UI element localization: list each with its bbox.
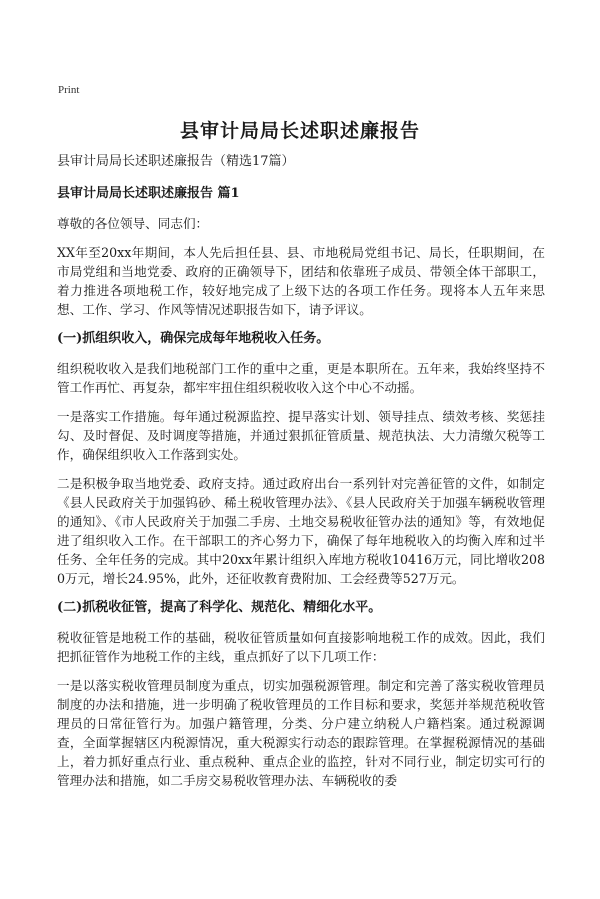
document-body — [57, 152, 545, 800]
document-title: 县审计局局长述职述廉报告 — [179, 120, 420, 142]
greeting: 尊敬的各位领导、同志们： — [57, 216, 209, 231]
document-subtitle: 县审计局局长述职述廉报告（精选17篇） — [57, 154, 295, 169]
section-1-paragraph-1: 组织税收收入是我们地税部门工作的重中之重，更是本职所在。五年来，我始终坚持不管工作再忙、再复杂，都牢牢扭住组织税收收入这个中心不动摇。 — [57, 361, 545, 395]
section-2-paragraph-1: 税收征管是地税工作的基础，税收征管质量如何直接影响地税工作的成效。因此，我们把抓征管作为地税工作的主线，重点抓好了以下几项工作： — [57, 630, 545, 664]
section-2-heading: (二)抓税收征管，提高了科学化、规范化、精细化水平。 — [57, 600, 382, 615]
section-1-paragraph-2: 一是落实工作措施。每年通过税源监控、提早落实计划、领导挂点、绩效考核、奖惩挂勾、及时督促、及时调度等措施，并通过狠抓征管质量、规范执法、大力清缴欠税等工作，确保组织收入工作落到实处。 — [57, 409, 545, 462]
print-label: Print — [58, 84, 80, 96]
section-1-heading: (一)抓组织收入，确保完成每年地税收入任务。 — [57, 331, 330, 346]
section-2-paragraph-2: 一是以落实税收管理员制度为重点，切实加强税源管理。制定和完善了落实税收管理员制度的办法和措施，进一步明确了税收管理员的工作目标和要求，奖惩并举规范税收管理员的日常征管行为。加强户籍管理，分类、分户建立纳税人户籍档案。通过税源调查，全面掌握辖区内税源情况，重大税源实行动态的跟踪管理。在掌握税源情况的基础上，着力抓好重点行业、重点税种、重点企业的监控，针对不同行业，制定切实可行的管理办法和措施，如二手房交易税收管理办法、车辆税收的委 — [57, 678, 545, 788]
chapter-heading: 县审计局局长述职述廉报告 篇1 — [57, 186, 240, 201]
intro-paragraph: XX年至20xx年期间，本人先后担任县、县、市地税局党组书记、局长，任职期间，在市局党组和当地党委、政府的正确领导下，团结和依靠班子成员、带领全体干部职工，着力推进各项地税工作，较好地完成了上级下达的各项工作任务。现将本人五年来思想、工作、学习、作风等情况述职报告如下，请予评议。 — [57, 245, 545, 317]
section-1-paragraph-3: 二是积极争取当地党委、政府支持。通过政府出台一系列针对完善征管的文件，如制定《县人民政府关于加强钨砂、稀土税收管理办法》、《县人民政府关于加强车辆税收管理的通知》、《市人民政府关于加强二手房、土地交易税收征管办法的通知》等，有效地促进了组织收入工作。在干部职工的齐心努力下，确保了每年地税收入的均衡入库和过半任务、全年任务的完成。其中20xx年累计组织入库地方税收10416万元，同比增收2080万元，增长24.95%，此外，还征收教育费附加、工会经费等527万元。 — [57, 476, 545, 586]
